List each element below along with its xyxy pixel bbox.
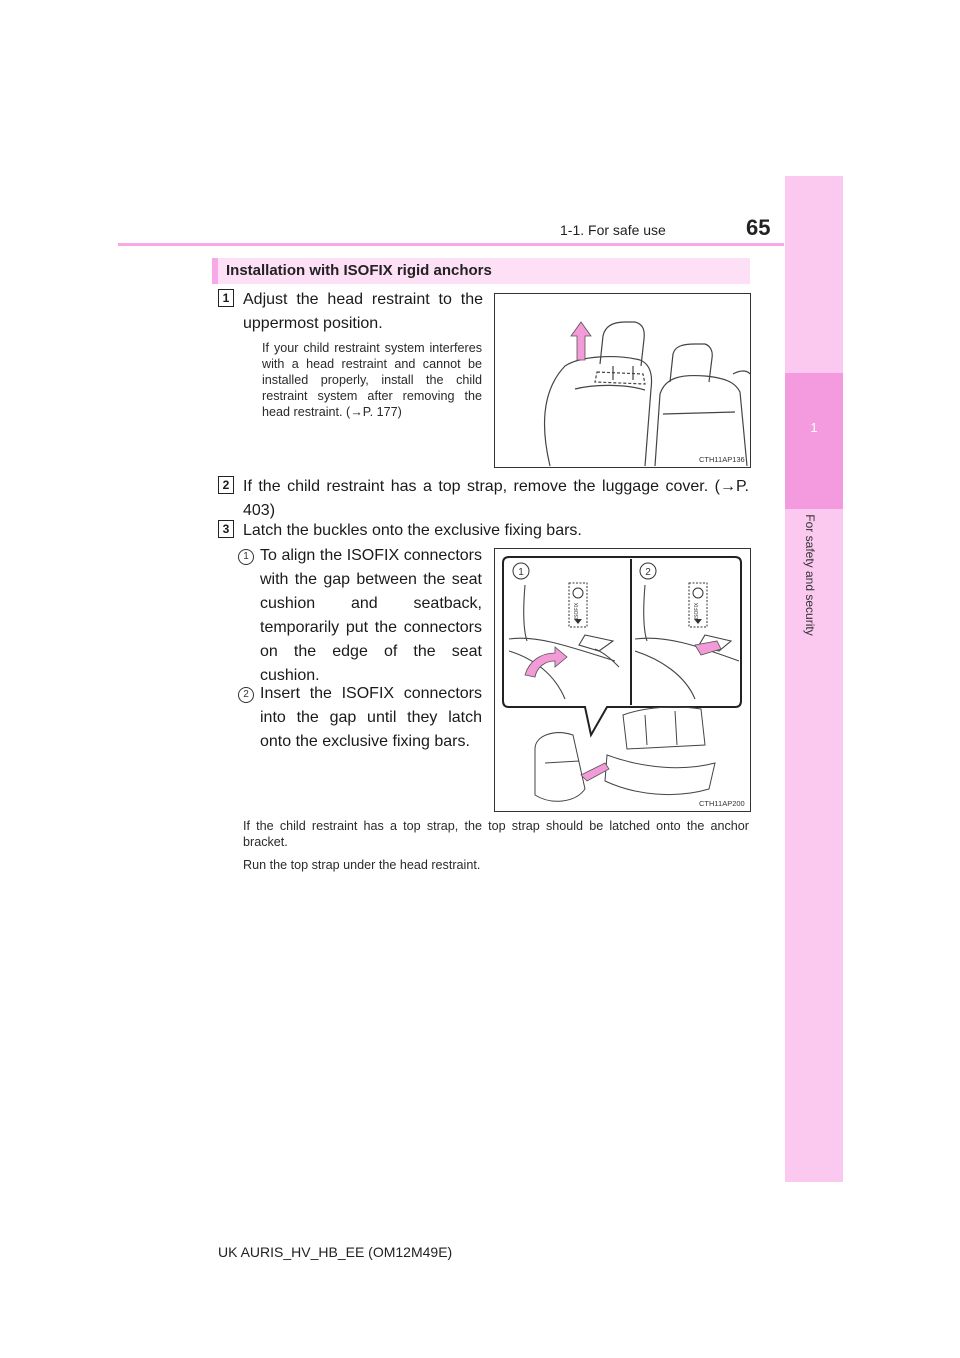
- step-2-text: If the child restraint has a top strap, remove the luggage cover. (→P. 403): [243, 478, 749, 519]
- step-number-2: 2: [218, 476, 234, 494]
- section-title: 1-1. For safe use: [560, 222, 666, 238]
- step-number-3: 3: [218, 520, 234, 538]
- svg-text:ISOFIX: ISOFIX: [574, 602, 580, 620]
- svg-text:1: 1: [518, 567, 524, 578]
- step-number-1: 1: [218, 289, 234, 307]
- substep-number-2: 2: [238, 687, 254, 703]
- page-number: 65: [746, 215, 771, 240]
- heading-marker: [212, 258, 218, 284]
- substep-1-text: To align the ISOFIX connectors with the gap between the seat cushion and seatback, temporarily put the connectors on the edge of the seat cushion.: [260, 547, 482, 684]
- substep-number-1: 1: [238, 549, 254, 565]
- side-tab: [785, 176, 843, 1182]
- header-rule: [118, 243, 784, 246]
- figure-2-code: CTH11AP200: [699, 799, 745, 808]
- section-heading: Installation with ISOFIX rigid anchors: [226, 262, 492, 279]
- side-tab-label: [770, 514, 850, 636]
- svg-text:ISOFIX: ISOFIX: [694, 602, 700, 620]
- side-tab-label-text: For safety and security: [803, 514, 817, 636]
- up-arrow-icon: [571, 322, 591, 360]
- step-3-text: Latch the buckles onto the exclusive fixing bars.: [243, 522, 582, 539]
- seat-illustration-1: [495, 294, 750, 467]
- side-tab-number: 1: [810, 420, 818, 435]
- step-1-note: If your child restraint system interferes with a head restraint and cannot be installed properly, install the child restraint system after removing the head restraint. (→P. 177): [262, 341, 482, 419]
- footer-doc-code: UK AURIS_HV_HB_EE (OM12M49E): [218, 1244, 453, 1260]
- substep-2-text: Insert the ISOFIX connectors into the gap until they latch onto the exclusive fixing bars.: [260, 685, 482, 750]
- figure-isofix: [494, 548, 751, 812]
- isofix-badge-left: [569, 583, 587, 627]
- note-top-strap: If the child restraint has a top strap, the top strap should be latched onto the anchor bracket.: [243, 819, 749, 849]
- isofix-badge-right: [689, 583, 707, 627]
- note-run-strap: Run the top strap under the head restraint.: [243, 858, 481, 872]
- svg-text:2: 2: [645, 567, 651, 578]
- side-tab-active-section[interactable]: [785, 373, 843, 509]
- step-1-text: Adjust the head restraint to the uppermost position.: [243, 291, 483, 332]
- figure-head-restraint: [494, 293, 751, 468]
- figure-1-code: CTH11AP136: [699, 455, 745, 464]
- callout-2: [640, 563, 656, 579]
- callout-1: [513, 563, 529, 579]
- seat-illustration-2: [495, 549, 750, 811]
